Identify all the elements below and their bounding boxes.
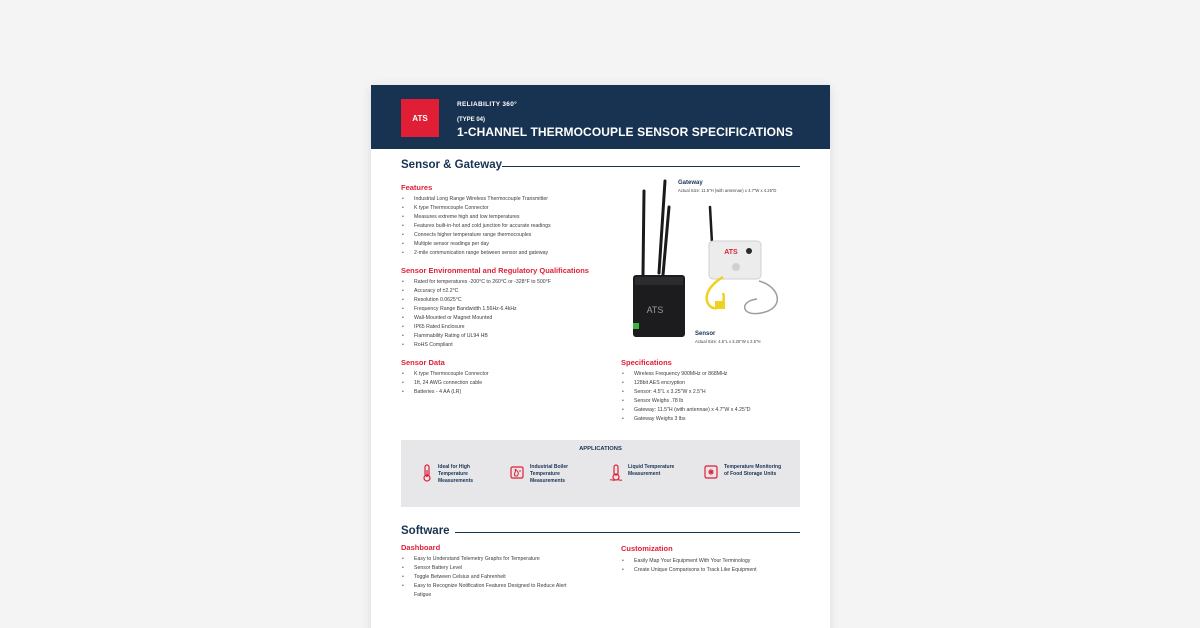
specifications-list bbox=[621, 370, 750, 424]
gateway-device-image bbox=[621, 177, 696, 342]
list-item: • Create Unique Comparisons to Track Like Equipment bbox=[621, 566, 757, 575]
dashboard-heading: Dashboard bbox=[401, 543, 441, 552]
application-label: Industrial Boiler Temperature Measurements bbox=[530, 464, 569, 484]
list-item: • Sensor Weighs .78 lb bbox=[621, 397, 750, 406]
list-item: • Easy to Understand Telemetry Graphs for Temperature bbox=[401, 555, 576, 564]
section-title-sensor-gateway: Sensor & Gateway bbox=[401, 159, 502, 171]
features-heading: Features bbox=[401, 183, 433, 192]
boiler-icon bbox=[509, 464, 525, 480]
list-item: • Multiple sensor readings per day bbox=[401, 240, 551, 249]
sensor-data-heading: Sensor Data bbox=[401, 358, 445, 367]
list-item: • K type Thermocouple Connector bbox=[401, 204, 551, 213]
list-item: • Connects higher temperature range thermocouples bbox=[401, 231, 551, 240]
list-item: • Measures extreme high and low temperatures bbox=[401, 213, 551, 222]
list-item: • RoHS Compliant bbox=[401, 341, 551, 350]
sensor-data-list bbox=[401, 370, 489, 397]
section-divider bbox=[455, 532, 800, 533]
application-item bbox=[509, 464, 590, 484]
specifications-heading: Specifications bbox=[621, 358, 672, 367]
list-item: • Easily Map Your Equipment With Your Terminology bbox=[621, 557, 757, 566]
application-item bbox=[421, 464, 498, 484]
freezer-icon bbox=[703, 464, 719, 480]
dashboard-list bbox=[401, 555, 576, 600]
features-list bbox=[401, 195, 551, 258]
application-label: Temperature Monitoring of Food Storage Units bbox=[724, 464, 782, 477]
document-header bbox=[371, 85, 830, 149]
list-item: • IP65 Rated Enclosure bbox=[401, 323, 551, 332]
list-item: • Flammability Rating of UL94 HB bbox=[401, 332, 551, 341]
gateway-caption-size: Actual Size: 11.5"H (with antennae) x 4.7"W x 4.25"D bbox=[678, 188, 777, 193]
application-item bbox=[703, 464, 784, 480]
thermometer-icon bbox=[421, 464, 433, 482]
list-item: • Gateway: 11.5"H (with antennae) x 4.7"W x 4.25"D bbox=[621, 406, 750, 415]
list-item: • Wall-Mounted or Magnet Mounted bbox=[401, 314, 551, 323]
list-item: • Frequency Range Bandwidth 1.56Hz-6.4kHz bbox=[401, 305, 551, 314]
spec-sheet-document bbox=[371, 85, 830, 628]
application-label: Liquid Temperature Measurement bbox=[628, 464, 675, 477]
qualifications-list bbox=[401, 278, 551, 350]
applications-panel bbox=[401, 440, 800, 507]
list-item: • Resolution 0.0625°C bbox=[401, 296, 551, 305]
list-item: • Accuracy of ±2.2°C bbox=[401, 287, 551, 296]
list-item: • 128bit AES encryption bbox=[621, 379, 750, 388]
customization-list bbox=[621, 557, 757, 575]
gateway-device-brand: ATS bbox=[646, 305, 664, 315]
list-item: • Easy to Recognize Notification Features Designed to Reduce Alert Fatigue bbox=[401, 582, 576, 600]
applications-title: APPLICATIONS bbox=[579, 446, 622, 452]
sensor-device-brand: ATS bbox=[724, 249, 738, 256]
list-item: • Gateway Weighs 3 lbs bbox=[621, 415, 750, 424]
ats-logo: ATS bbox=[401, 99, 439, 137]
document-title: 1-CHANNEL THERMOCOUPLE SENSOR SPECIFICATIONS bbox=[457, 125, 793, 139]
list-item: • Wireless Frequency 900MHz or 868MHz bbox=[621, 370, 750, 379]
section-title-software: Software bbox=[401, 525, 450, 537]
sensor-caption-size: Actual Size: 4.5"L x 3.25"W x 2.5"H bbox=[695, 339, 761, 344]
header-kicker: RELIABILITY 360° bbox=[457, 101, 518, 108]
application-item bbox=[609, 464, 688, 482]
application-label: Ideal for High Temperature Measurements bbox=[438, 464, 474, 484]
list-item: • Industrial Long Range Wireless Thermocouple Transmitter bbox=[401, 195, 551, 204]
list-item: • Toggle Between Celsius and Fahrenheit bbox=[401, 573, 576, 582]
list-item: • Sensor Battery Level bbox=[401, 564, 576, 573]
list-item: • K type Thermocouple Connector bbox=[401, 370, 489, 379]
sensor-device-image bbox=[701, 201, 791, 331]
qualifications-heading: Sensor Environmental and Regulatory Qualifications bbox=[401, 266, 589, 275]
list-item: • 2-mile communication range between sensor and gateway bbox=[401, 249, 551, 258]
list-item: • Features built-in-hot and cold junction for accurate readings bbox=[401, 222, 551, 231]
list-item: • Sensor: 4.5"L x 3.25"W x 2.5"H bbox=[621, 388, 750, 397]
sensor-caption-title: Sensor bbox=[695, 331, 716, 337]
antenna-icon bbox=[643, 181, 669, 275]
gateway-caption-title: Gateway bbox=[678, 180, 703, 186]
customization-heading: Customization bbox=[621, 544, 673, 553]
list-item: • Rated for temperatures -200°C to 260°C or -328°F to 500°F bbox=[401, 278, 551, 287]
header-type-label: (TYPE 04) bbox=[457, 117, 486, 123]
list-item: • Batteries - 4 AA (LR) bbox=[401, 388, 489, 397]
liquid-thermometer-icon bbox=[609, 464, 623, 482]
list-item: • 1ft, 24 AWG connection cable bbox=[401, 379, 489, 388]
section-divider bbox=[502, 166, 800, 167]
